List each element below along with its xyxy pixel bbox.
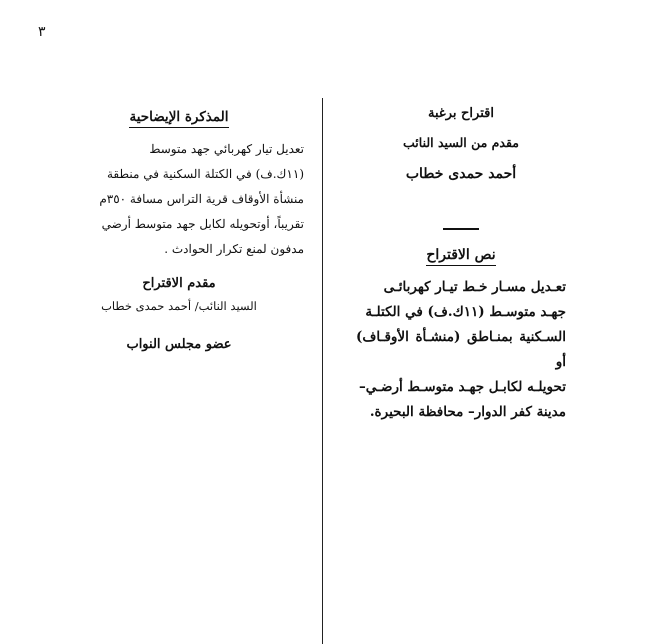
memo-heading [54,106,304,125]
proposal-body [356,275,566,425]
proposal-line: السـكنية بمنـاطق (منشـأة الأوقـاف) أو [356,328,566,370]
proposal-line: تحويلـه لكابـل جهـد متوسـط أرضـي– [359,378,566,395]
proposal-title: اقتراح برغبة [428,106,494,121]
proposal-column [356,100,566,425]
memo-author-line: السيد النائب/ أحمد حمدى خطاب [101,299,257,313]
memo-column [54,100,304,352]
memo-heading-label: المذكرة الإيضاحية [129,109,228,128]
short-rule [443,228,479,230]
proposal-line: مدينة كفر الدوار– محافظة البحيرة. [369,403,566,420]
page-number: ٣ [38,24,46,40]
column-divider [322,98,323,644]
proposal-line: جهـد متوسـط (١١ك.ف) في الكتلـة [365,303,566,320]
author-name: أحمد حمدى خطاب [405,166,517,182]
memo-submitted-label: مقدم الاقتراح [142,276,216,291]
memo-line: مدفون لمنع تكرار الحوادث . [164,242,304,256]
memo-body [54,137,304,262]
text-heading [356,244,566,263]
memo-line: (١١ك.ف) في الكتلة السكنية في منطقة [107,167,304,181]
text-heading-label: نص الاقتراح [426,247,495,266]
proposal-line: تعـديل مسـار خـط تيـار كهربائـى [383,278,566,295]
submitted-by: مقدم من السيد النائب [403,135,519,150]
member-title: عضو مجلس النواب [126,337,232,352]
memo-line: تقريباً، أوتحويله لكابل جهد متوسط أرضي [101,217,304,231]
memo-line: تعديل تيار كهربائي جهد متوسط [149,142,304,156]
memo-line: منشأة الأوقاف قرية التراس مسافة ٣٥٠م [99,192,304,206]
